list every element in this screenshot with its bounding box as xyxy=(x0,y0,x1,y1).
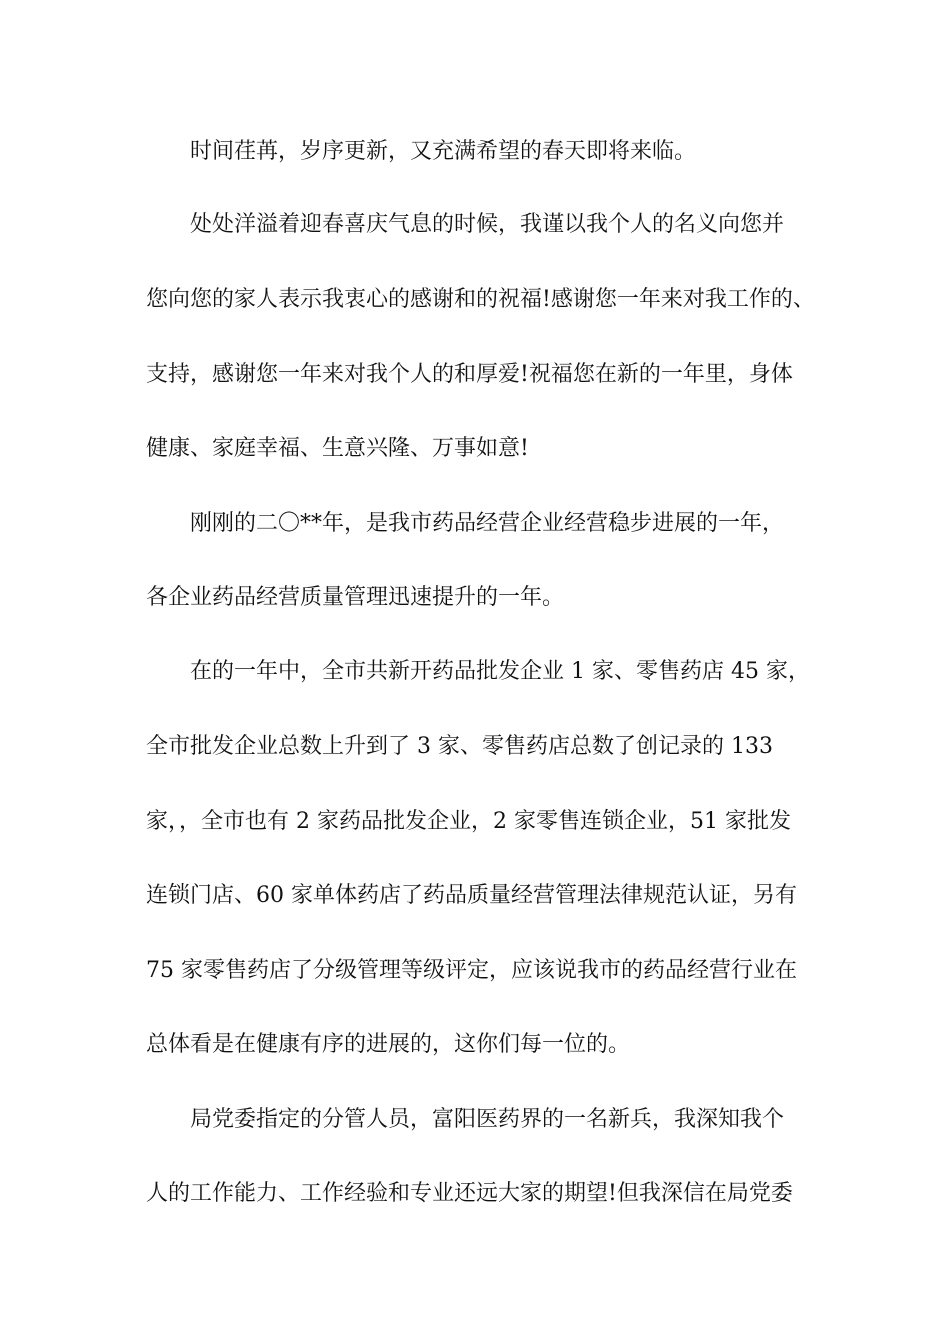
paragraph-line: 人的工作能力、工作经验和专业还远大家的期望!但我深信在局党委 xyxy=(146,1181,793,1206)
paragraph-line: 健康、家庭幸福、生意兴隆、万事如意! xyxy=(146,436,529,461)
paragraph-line: 您向您的家人表示我衷心的感谢和的祝福!感谢您一年来对我工作的、 xyxy=(146,287,815,312)
paragraph-line: 在的一年中，全市共新开药品批发企业 1 家、零售药店 45 家， xyxy=(190,659,810,684)
paragraph-line: 总体看是在健康有序的进展的，这你们每一位的。 xyxy=(146,1032,631,1057)
paragraph-line: 连锁门店、60 家单体药店了药品质量经营管理法律规范认证，另有 xyxy=(146,883,797,908)
paragraph-line: 局党委指定的分管人员，富阳医药界的一名新兵，我深知我个 xyxy=(190,1107,785,1132)
paragraph-line: 75 家零售药店了分级管理等级评定，应该说我市的药品经营行业在 xyxy=(146,958,797,983)
paragraph-line: 支持，感谢您一年来对我个人的和厚爱!祝福您在新的一年里，身体 xyxy=(146,362,793,387)
paragraph-line: 各企业药品经营质量管理迅速提升的一年。 xyxy=(146,585,565,610)
paragraph-line: 时间荏苒，岁序更新，又充满希望的春天即将来临。 xyxy=(190,139,697,164)
paragraph-line: 刚刚的二〇**年，是我市药品经营企业经营稳步进展的一年， xyxy=(190,511,785,536)
paragraph-line: 家，，全市也有 2 家药品批发企业，2 家零售连锁企业，51 家批发 xyxy=(146,809,791,834)
paragraph-line: 处处洋溢着迎春喜庆气息的时候，我谨以我个人的名义向您并 xyxy=(190,212,785,237)
paragraph-line: 全市批发企业总数上升到了 3 家、零售药店总数了创记录的 133 xyxy=(146,734,773,759)
